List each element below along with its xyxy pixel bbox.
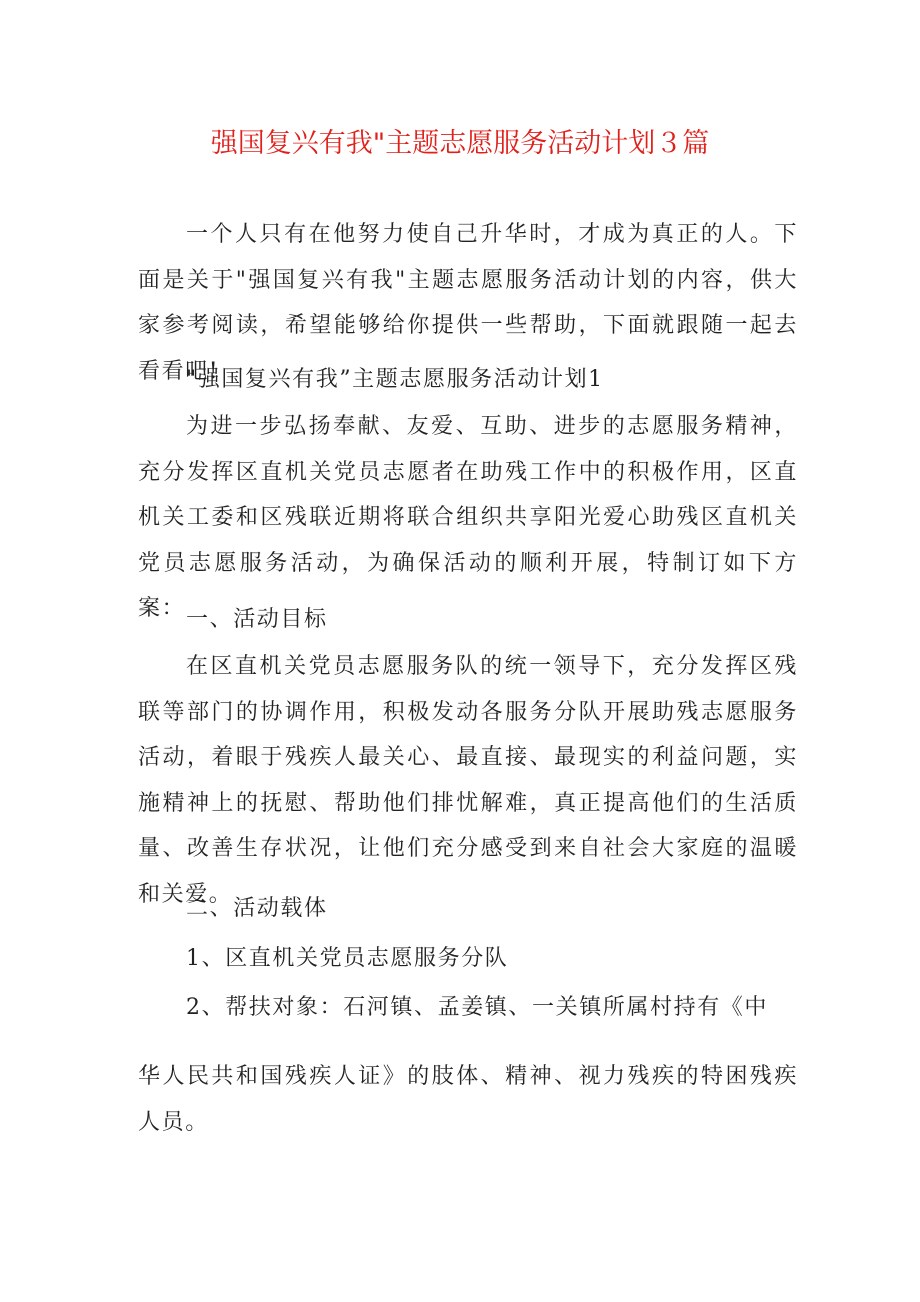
purpose-paragraph: 为进一步弘扬奉献、友爱、互助、进步的志愿服务精神，充分发挥区直机关党员志愿者在助残工作中的积极作用，区直机关工委和区残联近期将联合组织共享阳光爱心助残区直机关党员志愿服务活动，为确保活动的顺利开展，特制订如下方案： [138, 414, 798, 621]
list-item: 1、区直机关党员志愿服务分队 [186, 946, 509, 971]
document-title: 强国复兴有我"主题志愿服务活动计划３篇 [210, 128, 710, 159]
plan1-heading: "强国复兴有我”主题志愿服务活动计划1 [186, 367, 604, 392]
section-heading-carrier: 二、活动载体 [186, 896, 328, 921]
list-item-continuation: 华人民共和国残疾人证》的肢体、精神、视力残疾的特困残疾人员。 [138, 1064, 798, 1135]
goal-paragraph: 在区直机关党员志愿服务队的统一领导下，充分发挥区残联等部门的协调作用，积极发动各服务分队开展助残志愿服务活动，着眼于残疾人最关心、最直接、最现实的利益问题，实施精神上的抚慰、帮助他们排忧解难，真正提高他们的生活质量、改善生存状况，让他们充分感受到来自社会大家庭的温暖和关爱。 [138, 654, 798, 907]
intro-paragraph: 一个人只有在他努力使自己升华时，才成为真正的人。下面是关于"强国复兴有我"主题志愿服务活动计划的内容，供大家参考阅读，希望能够给你提供一些帮助，下面就跟随一起去看看吧! [138, 222, 798, 384]
list-item: 2、帮扶对象：石河镇、孟姜镇、一关镇所属村持有《中 [186, 995, 768, 1020]
section-heading-goal: 一、活动目标 [186, 607, 328, 632]
